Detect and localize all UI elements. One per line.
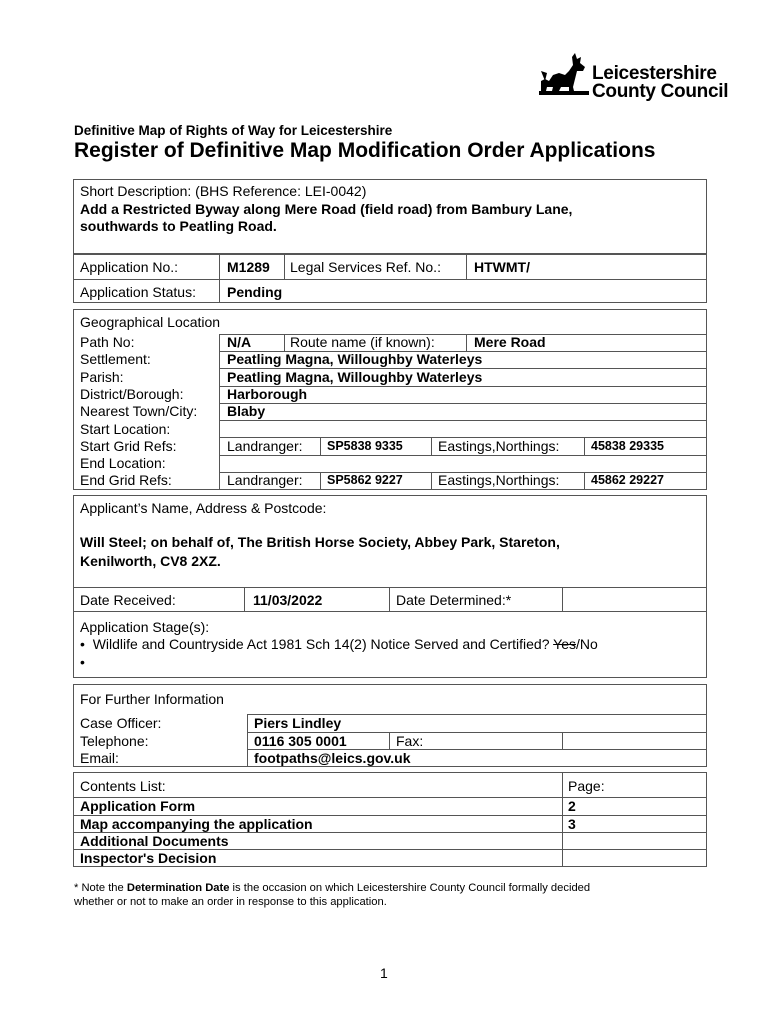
contents-item-label: Inspector's Decision — [80, 850, 217, 866]
stage-item-2 — [80, 654, 85, 671]
footnote-bold: Determination Date — [126, 882, 230, 894]
district-value: Harborough — [227, 386, 308, 402]
bullet-icon: • — [80, 654, 85, 670]
case-officer-value: Piers Lindley — [254, 715, 342, 731]
description-label: Short Description: (BHS Reference: LEI-0042) — [80, 183, 367, 199]
fax-label: Fax: — [396, 733, 424, 749]
bullet-icon: • — [80, 636, 85, 652]
telephone-label: Telephone: — [80, 733, 149, 749]
case-officer-label: Case Officer: — [80, 715, 162, 731]
applicant-line-2: Kenilworth, CV8 2XZ. — [80, 553, 221, 569]
telephone-value: 0116 305 0001 — [254, 733, 347, 749]
start-eastings-label: Eastings,Northings: — [438, 438, 560, 454]
applicant-label: Applicant’s Name, Address & Postcode: — [80, 500, 327, 516]
date-determined-label: Date Determined:* — [396, 592, 512, 608]
stages-label: Application Stage(s): — [80, 619, 210, 635]
logo-line-2: County Council — [592, 81, 729, 102]
footnote-rest: is the occasion on which Leicestershire County Council formally decided — [229, 882, 591, 894]
page-title: Register of Definitive Map Modification Order Applications — [74, 139, 656, 162]
end-grid-label: End Grid Refs: — [80, 472, 172, 488]
application-status-label: Application Status: — [80, 284, 196, 300]
settlement-value: Peatling Magna, Willoughby Waterleys — [227, 351, 483, 367]
email-label: Email: — [80, 750, 119, 766]
stage-item-1 — [80, 636, 598, 653]
contents-page-heading: Page: — [568, 778, 605, 794]
nearest-town-value: Blaby — [227, 403, 266, 419]
end-landranger-value: SP5862 9227 — [327, 473, 403, 487]
application-no-value: M1289 — [227, 259, 270, 275]
end-eastings-label: Eastings,Northings: — [438, 472, 560, 488]
description-line-1: Add a Restricted Byway along Mere Road (field road) from Bambury Lane, — [80, 201, 573, 217]
end-landranger-label: Landranger: — [227, 472, 303, 488]
page-subtitle: Definitive Map of Rights of Way for Leicestershire — [74, 123, 393, 138]
footnote-line-1 — [74, 881, 590, 895]
stage-item-1-no: /No — [575, 636, 598, 652]
path-no-label: Path No: — [80, 334, 135, 350]
settlement-label: Settlement: — [80, 351, 151, 367]
contents-heading: Contents List: — [80, 778, 166, 794]
footnote-line-2: whether or not to make an order in response to this application. — [74, 896, 387, 908]
legal-ref-label: Legal Services Ref. No.: — [290, 259, 441, 275]
start-location-label: Start Location: — [80, 421, 171, 437]
fox-logo-icon — [539, 51, 589, 97]
legal-ref-value: HTWMT/ — [474, 259, 530, 275]
date-received-value: 11/03/2022 — [253, 592, 323, 608]
parish-label: Parish: — [80, 369, 124, 385]
contents-item-label: Application Form — [80, 798, 196, 814]
contents-item-page: 3 — [568, 816, 576, 832]
contents-item-label: Map accompanying the application — [80, 816, 313, 832]
route-name-value: Mere Road — [474, 334, 546, 350]
applicant-line-1: Will Steel; on behalf of, The British Horse Society, Abbey Park, Stareton, — [80, 534, 560, 550]
page-number: 1 — [380, 965, 388, 981]
end-eastings-value: 45862 29227 — [591, 473, 664, 487]
date-received-label: Date Received: — [80, 592, 176, 608]
end-location-label: End Location: — [80, 455, 166, 471]
email-value: footpaths@leics.gov.uk — [254, 750, 411, 766]
parish-value: Peatling Magna, Willoughby Waterleys — [227, 369, 483, 385]
path-no-value: N/A — [227, 334, 252, 350]
start-grid-label: Start Grid Refs: — [80, 438, 177, 454]
contents-item-page: 2 — [568, 798, 576, 814]
description-line-2: southwards to Peatling Road. — [80, 218, 277, 234]
logo-line-1: Leicestershire — [592, 63, 717, 84]
route-name-label: Route name (if known): — [290, 334, 435, 350]
application-status-value: Pending — [227, 284, 283, 300]
stage-item-1-yes: Yes — [553, 636, 576, 652]
application-no-label: Application No.: — [80, 259, 179, 275]
geo-heading: Geographical Location — [80, 314, 221, 330]
start-landranger-value: SP5838 9335 — [327, 439, 403, 453]
start-eastings-value: 45838 29335 — [591, 439, 664, 453]
district-label: District/Borough: — [80, 386, 184, 402]
nearest-town-label: Nearest Town/City: — [80, 403, 198, 419]
footnote-prefix: * Note the — [74, 882, 127, 894]
contact-heading: For Further Information — [80, 691, 224, 707]
start-landranger-label: Landranger: — [227, 438, 303, 454]
stage-item-1-text: Wildlife and Countryside Act 1981 Sch 14(2) Notice Served and Certified? — [92, 636, 550, 652]
contents-item-label: Additional Documents — [80, 833, 229, 849]
